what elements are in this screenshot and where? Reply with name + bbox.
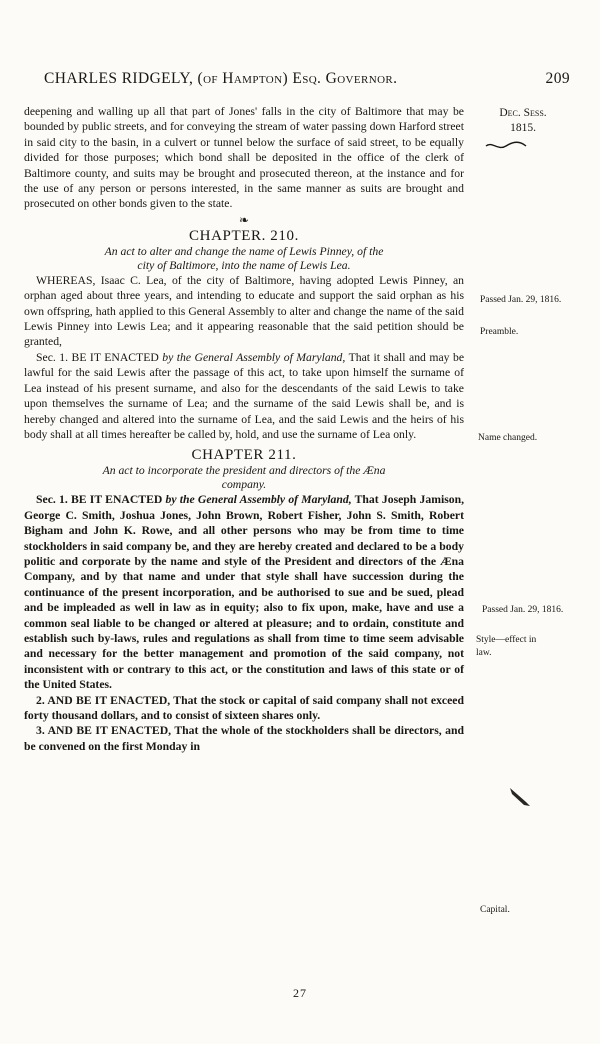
margin-name-changed: Name changed. (478, 433, 538, 443)
ch210-sec1-by: by the General Assembly of Maryland, (162, 350, 346, 364)
page-number: 209 (545, 70, 570, 87)
margin-ch210-passed: Passed Jan. 29, 1816. (480, 295, 562, 305)
margin-preamble: Preamble. (480, 327, 519, 337)
chapter-211-section-1 (24, 492, 464, 692)
ch210-sec1-lead: Sec. 1. BE IT ENACTED (36, 350, 159, 364)
margin-session: Dec. Sess. (499, 107, 547, 119)
ch211-sec2-lead: 2. AND BE IT ENACTED, (36, 693, 171, 707)
chapter-210-title-line2: city of Baltimore, into the name of Lewis Lea. (137, 258, 351, 272)
header-of-hampton: (of Hampton) (197, 70, 289, 87)
chapter-210-title-line1: An act to alter and change the name of Lewis Pinney, of the (104, 244, 384, 258)
continuation-paragraph: deepening and walling up all that part of Jones' falls in the city of Baltimore that may be bounded by public streets, and for conveying the stream of water passing down Harford street in said city to the basin, in a culvert or tunnel below the surface of said street, to be equally divided for those purposes; which bond shall be deposited in the office of the clerk of Baltimore county, and suits may be brought and prosecuted thereon, at the instance and for the use of any person or persons interested, in the same manner as suits are brought and prosecuted on other bonds given to the state. (24, 105, 464, 211)
ch211-sec1-text: That Joseph Jamison, George C. Smith, Joshua Jones, John Brown, Robert Fisher, John S. Smith, Robert Bigham and John K. Rowe, and all other persons who may be from time to time stockholders in said company be, and they are hereby created and declared to be a body politic and corporate by the name and style of the President and directors of the Æna Company, and by that name and under that style shall have succession during the continuance of the present incorporation, and be authorised to sue and be sued, plead and be impleaded as well in law as in equity; also to fix upon, make, have and use a common seal liable to be changed or altered at pleasure; and to ordain, constitute and establish such by-laws, rules and regulations as shall from time to time seem advisable and necessary for the better management and promotion of the said company, not inconsistent with or contrary to this act, or the constitution and laws of this state or of the United States. (24, 493, 465, 692)
chapter-211-section-3 (24, 723, 464, 754)
ch211-sec3-lead: 3. AND BE IT ENACTED, (36, 724, 172, 738)
margin-style-effect: Style—effect in law. (476, 635, 537, 658)
chapter-210-section-1 (24, 350, 464, 442)
section-ornament: ❧ (238, 212, 250, 227)
margin-ch211-passed: Passed Jan. 29, 1816. (482, 605, 564, 615)
signature-mark: 27 (293, 986, 307, 1000)
ink-blot (506, 784, 534, 810)
chapter-211-heading: CHAPTER 211. (191, 447, 297, 464)
page-body (24, 104, 464, 754)
margin-capital: Capital. (480, 905, 510, 915)
ch210-sec1-text: That it shall and may be lawful for the said Lewis after the passage of this act, to take upon himself the surname of Lea instead of his present surname, and also for the descendants of the said Lewis to take upon themselves the surname of Lea; and the surname of the said Lewis shall be, and is hereby changed and altered into the surname of Lea, and the said Lewis and the heirs of his body shall at all times hereafter be called by, hold, and use the surname of Lea only. (24, 350, 465, 441)
ch211-sec1-by: by the General Assembly of Maryland, (165, 493, 352, 507)
margin-year: 1815. (510, 122, 536, 134)
ch211-sec1-lead: Sec. 1. BE IT ENACTED (36, 493, 163, 507)
header-name: CHARLES RIDGELY, (44, 70, 194, 87)
chapter-210-preamble: WHEREAS, Isaac C. Lea, of the city of Baltimore, having adopted Lewis Pinney, an orphan aged about three years, and intending to educate and support the said orphan as his own offspring, hath applied to this General Assembly to alter and change the name of the said Lewis Pinney into Lewis Lea; and it appearing reasonable that the said petition should be granted, (24, 273, 464, 349)
ch211-sec2-text: That the stock or capital of said company shall not exceed forty thousand dollars, and to consist of sixteen shares only. (24, 693, 464, 722)
chapter-211-title-line2: company. (221, 478, 267, 492)
running-header (44, 70, 570, 88)
swash-ornament (484, 140, 528, 152)
header-title: Esq. Governor. (292, 70, 398, 87)
chapter-211-title-line1: An act to incorporate the president and directors of the Æna (102, 464, 386, 478)
chapter-211-section-2 (24, 693, 464, 724)
ch211-sec3-text: That the whole of the stockholders shall be directors, and be convened on the first Monday in (24, 724, 464, 753)
chapter-210-heading: CHAPTER. 210. (189, 227, 299, 244)
